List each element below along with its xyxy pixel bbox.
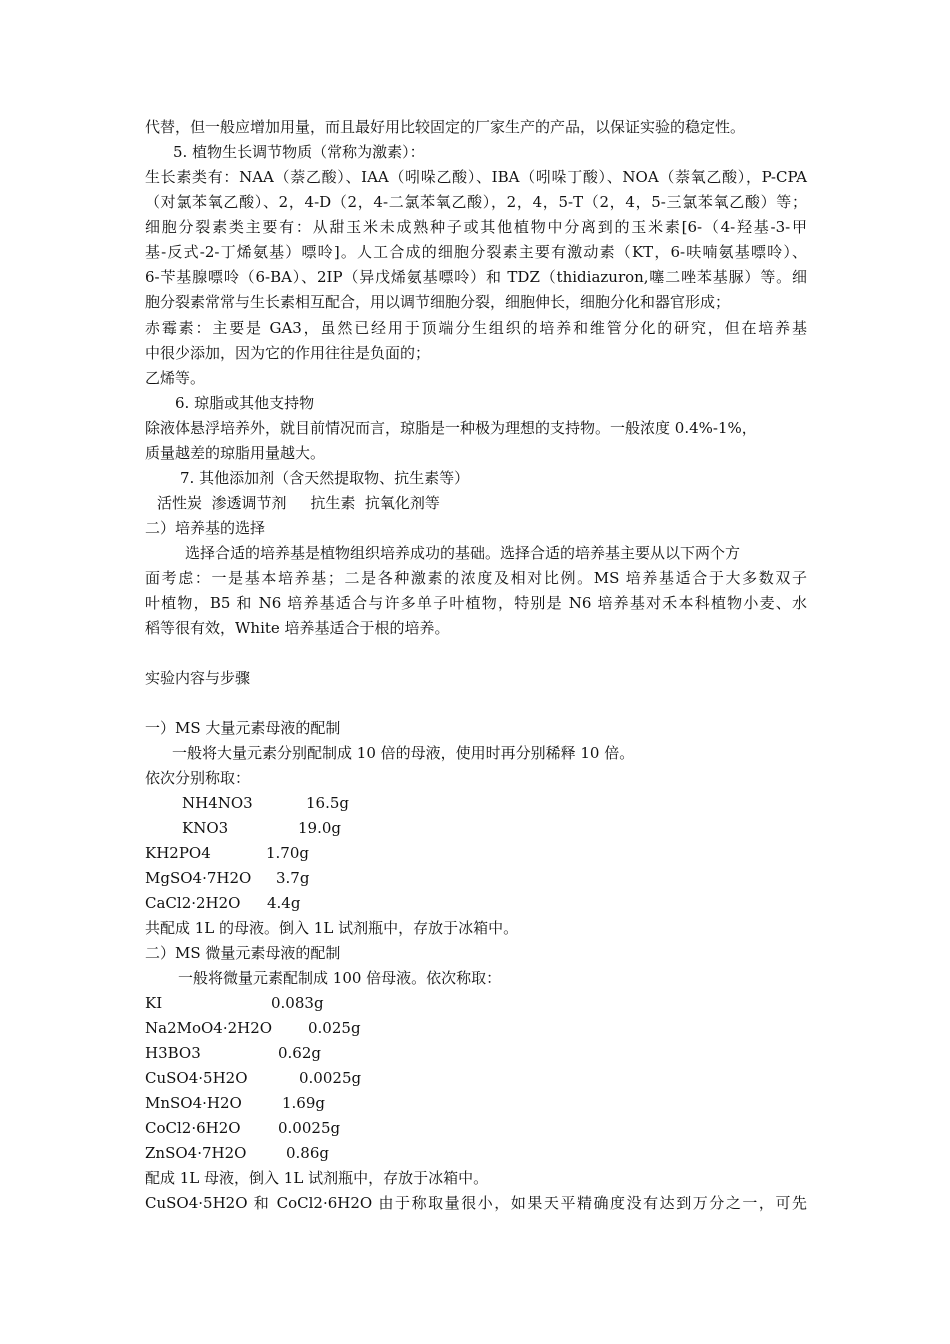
text-line: 叶植物，B5 和 N6 培养基适合与许多单子叶植物，特别是 N6 培养基对禾本科植物小麦、水 bbox=[145, 594, 807, 612]
reagent-name: CuSO4·5H2O bbox=[145, 1069, 248, 1087]
text-line: 生长素类有：NAA（萘乙酸）、IAA（吲哚乙酸）、IBA（吲哚丁酸）、NOA（萘氧乙酸），P-CPA bbox=[145, 168, 807, 186]
text-line: 面考虑：一是基本培养基；二是各种激素的浓度及相对比例。MS 培养基适合于大多数双子 bbox=[145, 569, 807, 587]
section-heading-micro: 二）MS 微量元素母液的配制 bbox=[145, 944, 341, 962]
text-line: 一般将微量元素配制成 100 倍母液。依次称取： bbox=[178, 969, 502, 987]
section-heading-experiment: 实验内容与步骤 bbox=[145, 669, 251, 687]
text-line: 稻等很有效，White 培养基适合于根的培养。 bbox=[145, 619, 450, 637]
section-heading-5: 5. 植物生长调节物质（常称为激素）： bbox=[173, 143, 425, 161]
reagent-amount: 4.4g bbox=[267, 894, 301, 912]
text-line: 一般将大量元素分别配制成 10 倍的母液，使用时再分别稀释 10 倍。 bbox=[172, 744, 635, 762]
text-line: 胞分裂素常常与生长素相互配合，用以调节细胞分裂，细胞伸长，细胞分化和器官形成； bbox=[145, 293, 731, 311]
text-line: 细胞分裂素类主要有：从甜玉米未成熟种子或其他植物中分离到的玉米素[6-（4-羟基-3-甲 bbox=[145, 218, 807, 236]
text-line: 除液体悬浮培养外，就目前情况而言，琼脂是一种极为理想的支持物。一般浓度 0.4%-1%， bbox=[145, 419, 757, 437]
reagent-name: KI bbox=[145, 994, 163, 1012]
text-line: （对氯苯氧乙酸）、2，4-D（2，4-二氯苯氧乙酸），2，4，5-T（2，4，5-三氯苯氧乙酸）等； bbox=[145, 193, 807, 211]
text-line: 乙烯等。 bbox=[145, 369, 206, 387]
reagent-amount: 0.0025g bbox=[278, 1119, 341, 1137]
section-heading-7: 7. 其他添加剂（含天然提取物、抗生素等） bbox=[180, 469, 470, 487]
reagent-amount: 0.86g bbox=[286, 1144, 330, 1162]
text-line: 配成 1L 母液，倒入 1L 试剂瓶中，存放于冰箱中。 bbox=[145, 1169, 489, 1187]
text-line: 中很少添加，因为它的作用往往是负面的； bbox=[145, 344, 431, 362]
reagent-name: MgSO4·7H2O bbox=[145, 869, 252, 887]
reagent-amount: 0.025g bbox=[308, 1019, 361, 1037]
section-heading-macro: 一）MS 大量元素母液的配制 bbox=[145, 719, 341, 737]
reagent-amount: 16.5g bbox=[306, 794, 350, 812]
reagent-name: MnSO4·H2O bbox=[145, 1094, 242, 1112]
reagent-amount: 0.0025g bbox=[299, 1069, 362, 1087]
reagent-amount: 0.62g bbox=[278, 1044, 322, 1062]
reagent-name: Na2MoO4·2H2O bbox=[145, 1019, 273, 1037]
text-line: 依次分别称取： bbox=[145, 769, 251, 787]
reagent-name: H3BO3 bbox=[145, 1044, 201, 1062]
text-line: 活性炭 渗透调节剂 抗生素 抗氧化剂等 bbox=[157, 494, 440, 512]
reagent-amount: 19.0g bbox=[298, 819, 342, 837]
text-line: CuSO4·5H2O 和 CoCl2·6H2O 由于称取量很小，如果天平精确度没有达到万分之一，可先 bbox=[145, 1194, 807, 1212]
reagent-name: NH4NO3 bbox=[182, 794, 253, 812]
reagent-amount: 1.70g bbox=[266, 844, 310, 862]
reagent-name: KH2PO4 bbox=[145, 844, 211, 862]
section-heading-medium-selection: 二）培养基的选择 bbox=[145, 519, 266, 537]
reagent-name: CoCl2·6H2O bbox=[145, 1119, 241, 1137]
text-line: 共配成 1L 的母液。倒入 1L 试剂瓶中，存放于冰箱中。 bbox=[145, 919, 519, 937]
section-heading-6: 6. 琼脂或其他支持物 bbox=[175, 394, 315, 412]
text-line: 质量越差的琼脂用量越大。 bbox=[145, 444, 326, 462]
reagent-name: KNO3 bbox=[182, 819, 229, 837]
reagent-name: ZnSO4·7H2O bbox=[145, 1144, 247, 1162]
text-line: 代替，但一般应增加用量，而且最好用比较固定的厂家生产的产品，以保证实验的稳定性。 bbox=[145, 118, 746, 136]
reagent-amount: 3.7g bbox=[276, 869, 310, 887]
text-line: 6-苄基腺嘌呤（6-BA）、2IP（异戊烯氨基嘌呤）和 TDZ（thidiazuron,噻二唑苯基脲）等。细 bbox=[145, 268, 807, 286]
reagent-amount: 1.69g bbox=[282, 1094, 326, 1112]
text-line: 选择合适的培养基是植物组织培养成功的基础。选择合适的培养基主要从以下两个方 bbox=[185, 544, 741, 562]
reagent-amount: 0.083g bbox=[271, 994, 324, 1012]
text-line: 赤霉素：主要是 GA3，虽然已经用于顶端分生组织的培养和维管分化的研究，但在培养基 bbox=[145, 319, 807, 337]
text-line: 基-反式-2-丁烯氨基）嘌呤]。人工合成的细胞分裂素主要有激动素（KT，6-呋喃氨基嘌呤）、 bbox=[145, 243, 807, 261]
reagent-name: CaCl2·2H2O bbox=[145, 894, 241, 912]
